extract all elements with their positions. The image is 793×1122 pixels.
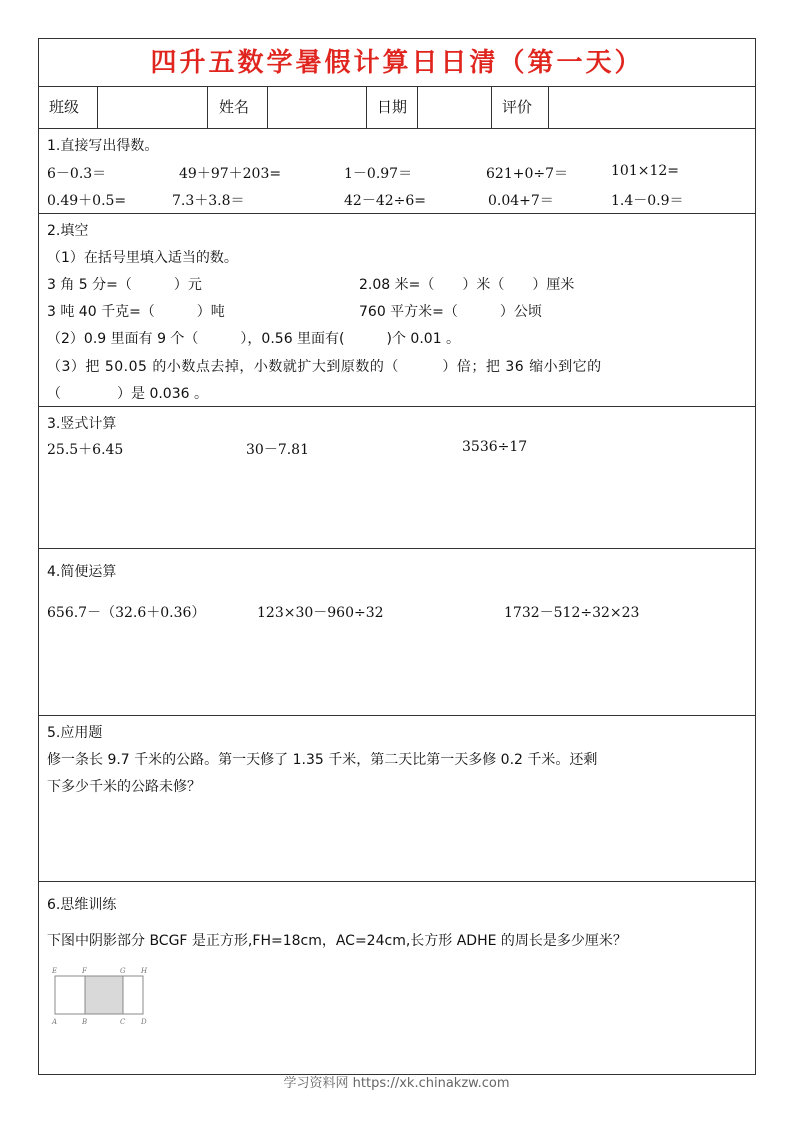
section-heading: 5.应用题: [47, 725, 103, 741]
problem-text: 下图中阴影部分 BCGF 是正方形,FH=18cm，AC=24cm,长方形 ADHE 的周长是多少厘米？: [47, 933, 627, 949]
section-heading: 2.填空: [47, 223, 89, 239]
shaded-square-bcgf: [85, 976, 123, 1014]
section-heading: 3.竖式计算: [47, 416, 117, 432]
problem: 0.04+7＝: [488, 193, 554, 209]
problem-text: 下多少千米的公路未修？: [47, 779, 201, 795]
section-heading: 4.简便运算: [47, 564, 117, 580]
question: （2）0.9 里面有 9 个（ ），0.56 里面有( )个 0.01 。: [47, 331, 461, 347]
answer-blank: 3 吨 40 千克=（ ）吨: [47, 304, 225, 320]
label-b: B: [82, 1018, 88, 1026]
problem: 42－42÷6=: [344, 193, 426, 209]
problem: 49＋97＋203=: [179, 166, 282, 182]
section-simplify: [39, 549, 755, 716]
problem: 1－0.97＝: [344, 166, 413, 182]
problem: 101×12=: [611, 163, 679, 179]
section-fill-blank: [39, 214, 755, 407]
question: （3）把 50.05 的小数点去掉，小数就扩大到原数的（ ）倍；把 36 缩小到它的: [47, 359, 602, 375]
problem: 1732－512÷32×23: [504, 605, 640, 621]
answer-blank: 760 平方米=（ ）公顷: [359, 304, 542, 320]
problem: 123×30－960÷32: [257, 605, 384, 621]
worksheet-title: 四升五数学暑假计算日日清（第一天）: [39, 39, 755, 87]
problem: 0.49＋0.5=: [47, 193, 127, 209]
section-vertical-calc: [39, 407, 755, 549]
label-e: E: [52, 967, 58, 975]
section-direct-answers: [39, 129, 755, 214]
problem: 6－0.3＝: [47, 166, 107, 182]
label-c: C: [120, 1018, 126, 1026]
label-g: G: [120, 967, 126, 975]
question: （1）在括号里填入适当的数。: [47, 250, 238, 266]
label-h: H: [141, 967, 148, 975]
label-f: F: [82, 967, 87, 975]
class-label: 班级: [49, 98, 80, 116]
problem: 621+0÷7＝: [486, 166, 568, 182]
eval-label: 评价: [502, 98, 533, 116]
label-d: D: [141, 1018, 147, 1026]
section-thinking: [39, 882, 755, 1074]
problem: 656.7－（32.6＋0.36）: [47, 605, 206, 621]
problem: 1.4－0.9＝: [611, 193, 684, 209]
section-heading: 1.直接写出得数。: [47, 138, 159, 154]
question: （ ）是 0.036 。: [47, 386, 208, 402]
date-label: 日期: [377, 98, 408, 116]
name-label: 姓名: [219, 98, 250, 116]
rectangle-figure: [49, 964, 154, 1030]
answer-blank: 3 角 5 分=（ ）元: [47, 277, 202, 293]
section-heading: 6.思维训练: [47, 897, 117, 913]
label-a: A: [52, 1018, 58, 1026]
problem: 3536÷17: [462, 439, 528, 455]
info-row: [39, 87, 755, 129]
problem: 30－7.81: [246, 442, 309, 458]
problem: 7.3＋3.8＝: [172, 193, 245, 209]
footer-watermark: 学习资料网 https://xk.chinakzw.com: [283, 1076, 510, 1091]
problem-text: 修一条长 9.7 千米的公路。第一天修了 1.35 千米，第二天比第一天多修 0.2 千米。还剩: [47, 752, 598, 768]
worksheet: [38, 38, 756, 1075]
problem: 25.5＋6.45: [47, 442, 124, 458]
section-word-problem: [39, 716, 755, 882]
answer-blank: 2.08 米=（ ）米（ ）厘米: [359, 277, 575, 293]
